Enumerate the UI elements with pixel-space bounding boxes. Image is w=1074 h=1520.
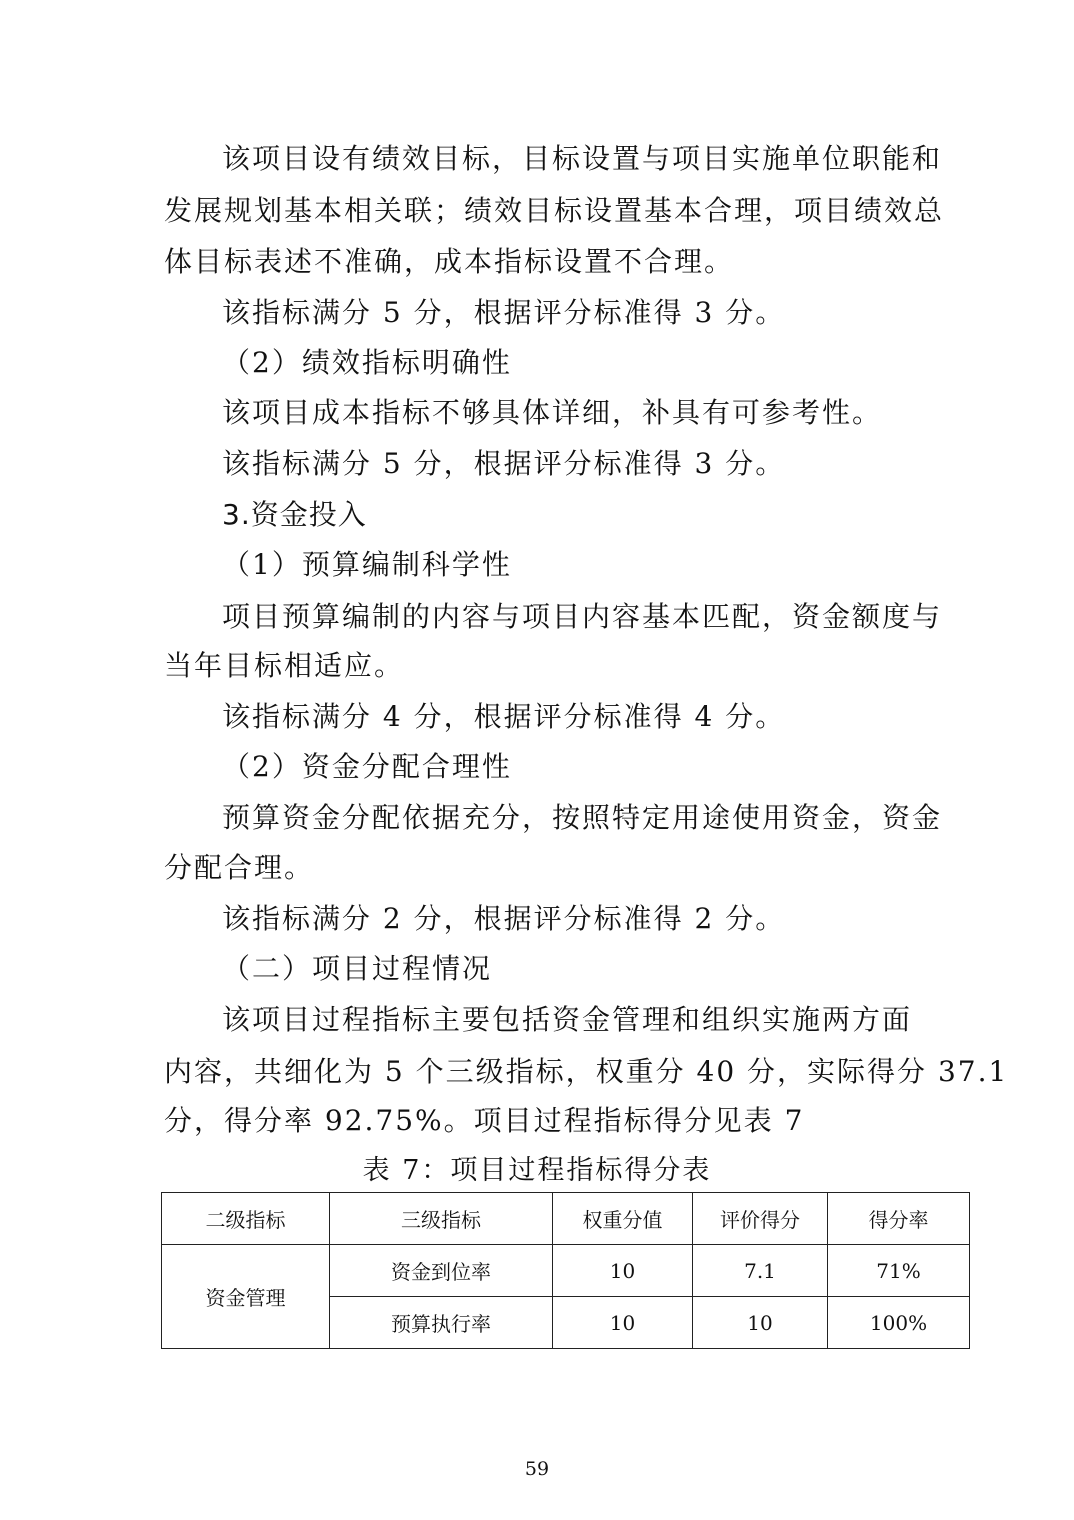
paragraph-line: 预算资金分配依据充分，按照特定用途使用资金，资金	[222, 801, 943, 834]
subheading: （2）资金分配合理性	[222, 750, 512, 783]
paragraph-line: 体目标表述不准确，成本指标设置不合理。	[164, 245, 735, 278]
section-heading: 3.资金投入	[222, 498, 367, 531]
table-cell: 7.1	[693, 1245, 828, 1297]
table-row	[162, 1245, 970, 1297]
paragraph-line: 项目预算编制的内容与项目内容基本匹配，资金额度与	[222, 600, 943, 633]
subheading: （二）项目过程情况	[222, 952, 493, 985]
table-cell: 10	[553, 1297, 693, 1349]
subheading: （1）预算编制科学性	[222, 548, 512, 581]
paragraph-line: 该指标满分 2 分，根据评分标准得 2 分。	[222, 902, 786, 935]
paragraph-line: 内容，共细化为 5 个三级指标，权重分 40 分，实际得分 37.1	[164, 1055, 1009, 1088]
table-cell: 资金到位率	[330, 1245, 553, 1297]
paragraph-line: 该指标满分 4 分，根据评分标准得 4 分。	[222, 700, 786, 733]
paragraph-line: 分，得分率 92.75%。项目过程指标得分见表 7	[164, 1104, 805, 1137]
paragraph-line: 分配合理。	[164, 851, 315, 884]
paragraph-line: 该项目设有绩效目标，目标设置与项目实施单位职能和	[222, 142, 943, 175]
table-cell: 71%	[828, 1245, 970, 1297]
table-cell: 预算执行率	[330, 1297, 553, 1349]
paragraph-line: 该项目成本指标不够具体详细，补具有可参考性。	[222, 396, 883, 429]
paragraph-line: 该指标满分 5 分，根据评分标准得 3 分。	[222, 447, 786, 480]
table-cell: 10	[553, 1245, 693, 1297]
paragraph-line: 该项目过程指标主要包括资金管理和组织实施两方面	[222, 1003, 913, 1036]
header-cell: 三级指标	[330, 1193, 553, 1245]
header-cell: 二级指标	[162, 1193, 330, 1245]
header-cell: 得分率	[828, 1193, 970, 1245]
table-cell: 10	[693, 1297, 828, 1349]
paragraph-line: 发展规划基本相关联；绩效目标设置基本合理，项目绩效总	[164, 194, 945, 227]
table-header-row	[162, 1193, 970, 1245]
paragraph-line: 当年目标相适应。	[164, 649, 405, 682]
subheading: （2）绩效指标明确性	[222, 346, 512, 379]
table-caption: 表 7：项目过程指标得分表	[362, 1155, 712, 1186]
table-cell: 100%	[828, 1297, 970, 1349]
header-cell: 权重分值	[553, 1193, 693, 1245]
paragraph-line: 该指标满分 5 分，根据评分标准得 3 分。	[222, 296, 786, 329]
page-number: 59	[524, 1458, 550, 1480]
score-table	[161, 1192, 970, 1349]
group-cell: 资金管理	[162, 1245, 330, 1349]
header-cell: 评价得分	[693, 1193, 828, 1245]
